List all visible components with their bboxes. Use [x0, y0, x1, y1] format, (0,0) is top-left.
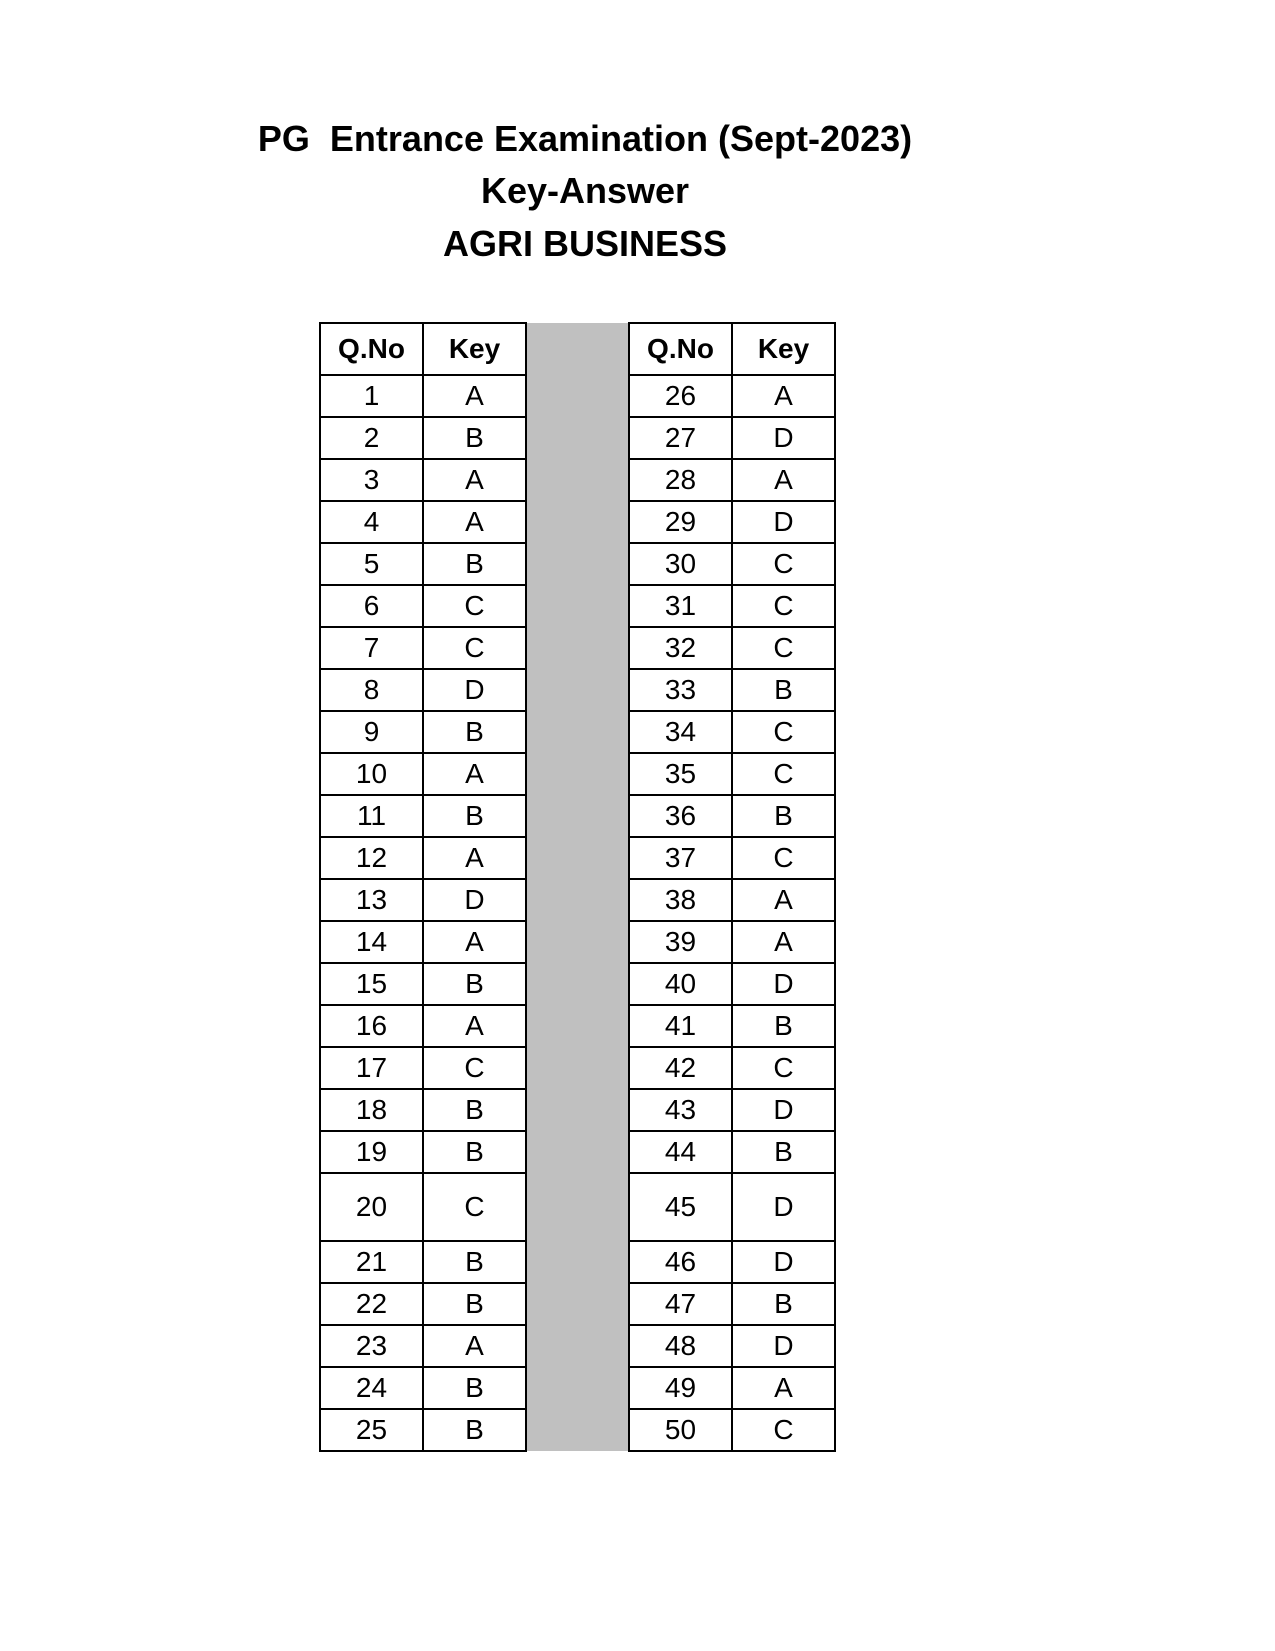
answer-key-cell: C: [732, 1409, 835, 1451]
gap-cell: [526, 459, 629, 501]
table-row: [320, 627, 835, 669]
gap-column: [526, 323, 629, 375]
answer-key-cell: B: [423, 963, 526, 1005]
answer-key-cell: C: [732, 627, 835, 669]
answer-key-cell: B: [732, 1283, 835, 1325]
gap-cell: [526, 627, 629, 669]
subject-title: AGRI BUSINESS: [442, 223, 728, 264]
table-row: [320, 1283, 835, 1325]
question-number-cell: 30: [629, 543, 732, 585]
question-number-cell: 45: [629, 1173, 732, 1241]
answer-key-cell: B: [732, 1005, 835, 1047]
answer-key-cell: A: [732, 459, 835, 501]
question-number-cell: 6: [320, 585, 423, 627]
answer-key-cell: A: [732, 1367, 835, 1409]
answer-key-cell: C: [732, 711, 835, 753]
question-number-cell: 34: [629, 711, 732, 753]
answer-key-cell: B: [423, 417, 526, 459]
table-row: [320, 1131, 835, 1173]
gap-cell: [526, 1005, 629, 1047]
table-row: [320, 1089, 835, 1131]
table-row: [320, 1173, 835, 1241]
answer-key-cell: B: [423, 1409, 526, 1451]
question-number-cell: 8: [320, 669, 423, 711]
answer-key-cell: A: [423, 459, 526, 501]
answer-key-cell: A: [423, 1325, 526, 1367]
question-number-cell: 21: [320, 1241, 423, 1283]
answer-key-cell: C: [732, 753, 835, 795]
question-number-cell: 3: [320, 459, 423, 501]
question-number-cell: 17: [320, 1047, 423, 1089]
gap-cell: [526, 921, 629, 963]
gap-cell: [526, 1241, 629, 1283]
question-number-cell: 40: [629, 963, 732, 1005]
answer-key-cell: D: [732, 1089, 835, 1131]
answer-key-cell: B: [423, 543, 526, 585]
answer-key-cell: C: [423, 627, 526, 669]
answer-key-cell: A: [423, 753, 526, 795]
answer-key-cell: D: [732, 417, 835, 459]
question-number-cell: 4: [320, 501, 423, 543]
question-number-cell: 44: [629, 1131, 732, 1173]
question-number-cell: 43: [629, 1089, 732, 1131]
question-number-cell: 38: [629, 879, 732, 921]
question-number-cell: 20: [320, 1173, 423, 1241]
table-row: [320, 795, 835, 837]
question-number-cell: 48: [629, 1325, 732, 1367]
table-row: [320, 375, 835, 417]
gap-cell: [526, 1089, 629, 1131]
answer-key-cell: D: [732, 963, 835, 1005]
column-header-key-right: Key: [732, 323, 835, 375]
question-number-cell: 15: [320, 963, 423, 1005]
table-row: [320, 1409, 835, 1451]
question-number-cell: 35: [629, 753, 732, 795]
answer-key-cell: B: [423, 795, 526, 837]
question-number-cell: 18: [320, 1089, 423, 1131]
gap-cell: [526, 1173, 629, 1241]
answer-key-cell: D: [732, 501, 835, 543]
question-number-cell: 37: [629, 837, 732, 879]
question-number-cell: 7: [320, 627, 423, 669]
table-row: [320, 1047, 835, 1089]
question-number-cell: 14: [320, 921, 423, 963]
question-number-cell: 27: [629, 417, 732, 459]
table-row: [320, 1005, 835, 1047]
table-row: [320, 879, 835, 921]
answer-key-cell: A: [423, 921, 526, 963]
answer-key-cell: A: [732, 879, 835, 921]
question-number-cell: 9: [320, 711, 423, 753]
question-number-cell: 22: [320, 1283, 423, 1325]
question-number-cell: 29: [629, 501, 732, 543]
answer-key-cell: A: [732, 921, 835, 963]
answer-key-cell: D: [423, 879, 526, 921]
gap-cell: [526, 1325, 629, 1367]
question-number-cell: 41: [629, 1005, 732, 1047]
answer-key-cell: A: [732, 375, 835, 417]
question-number-cell: 11: [320, 795, 423, 837]
table-row: [320, 585, 835, 627]
table-row: [320, 921, 835, 963]
answer-key-cell: C: [423, 585, 526, 627]
gap-cell: [526, 963, 629, 1005]
answer-key-cell: B: [423, 1131, 526, 1173]
answer-key-cell: D: [732, 1325, 835, 1367]
table-row: [320, 543, 835, 585]
question-number-cell: 36: [629, 795, 732, 837]
gap-cell: [526, 543, 629, 585]
column-header-qno-right: Q.No: [629, 323, 732, 375]
table-row: [320, 1241, 835, 1283]
answer-key-cell: A: [423, 837, 526, 879]
answer-key-cell: C: [423, 1047, 526, 1089]
gap-cell: [526, 1047, 629, 1089]
table-row: [320, 753, 835, 795]
question-number-cell: 33: [629, 669, 732, 711]
table-row: [320, 459, 835, 501]
answer-key-cell: B: [423, 1241, 526, 1283]
question-number-cell: 25: [320, 1409, 423, 1451]
question-number-cell: 46: [629, 1241, 732, 1283]
question-number-cell: 47: [629, 1283, 732, 1325]
question-number-cell: 1: [320, 375, 423, 417]
table-row: [320, 417, 835, 459]
question-number-cell: 23: [320, 1325, 423, 1367]
column-header-key-left: Key: [423, 323, 526, 375]
gap-cell: [526, 837, 629, 879]
question-number-cell: 19: [320, 1131, 423, 1173]
answer-key-cell: D: [732, 1173, 835, 1241]
question-number-cell: 32: [629, 627, 732, 669]
gap-cell: [526, 1367, 629, 1409]
question-number-cell: 31: [629, 585, 732, 627]
page-subtitle: Key-Answer: [480, 170, 690, 211]
answer-key-cell: C: [732, 585, 835, 627]
question-number-cell: 16: [320, 1005, 423, 1047]
question-number-cell: 50: [629, 1409, 732, 1451]
table-row: [320, 963, 835, 1005]
question-number-cell: 2: [320, 417, 423, 459]
answer-key-cell: B: [423, 1367, 526, 1409]
gap-cell: [526, 585, 629, 627]
answer-key-cell: D: [732, 1241, 835, 1283]
table-row: [320, 1367, 835, 1409]
answer-key-cell: A: [423, 375, 526, 417]
table-row: [320, 1325, 835, 1367]
gap-cell: [526, 711, 629, 753]
answer-key-cell: C: [732, 543, 835, 585]
question-number-cell: 26: [629, 375, 732, 417]
answer-key-cell: A: [423, 501, 526, 543]
gap-cell: [526, 1283, 629, 1325]
table-row: [320, 501, 835, 543]
table-header-row: [320, 323, 835, 375]
answer-key-cell: B: [732, 669, 835, 711]
answer-key-cell: B: [732, 1131, 835, 1173]
table-row: [320, 669, 835, 711]
answer-key-cell: A: [423, 1005, 526, 1047]
gap-cell: [526, 417, 629, 459]
question-number-cell: 13: [320, 879, 423, 921]
answer-key-table: [319, 322, 836, 1452]
answer-key-cell: B: [423, 1283, 526, 1325]
question-number-cell: 28: [629, 459, 732, 501]
gap-cell: [526, 375, 629, 417]
gap-cell: [526, 1131, 629, 1173]
answer-key-cell: C: [732, 1047, 835, 1089]
answer-key-cell: B: [423, 711, 526, 753]
answer-key-cell: C: [423, 1173, 526, 1241]
question-number-cell: 42: [629, 1047, 732, 1089]
question-number-cell: 24: [320, 1367, 423, 1409]
table-row: [320, 711, 835, 753]
answer-key-cell: B: [732, 795, 835, 837]
gap-cell: [526, 501, 629, 543]
question-number-cell: 10: [320, 753, 423, 795]
gap-cell: [526, 879, 629, 921]
question-number-cell: 5: [320, 543, 423, 585]
page-title: PG Entrance Examination (Sept-2023): [257, 118, 913, 159]
answer-key-cell: C: [732, 837, 835, 879]
gap-cell: [526, 1409, 629, 1451]
column-header-qno-left: Q.No: [320, 323, 423, 375]
question-number-cell: 12: [320, 837, 423, 879]
question-number-cell: 49: [629, 1367, 732, 1409]
gap-cell: [526, 795, 629, 837]
answer-key-cell: B: [423, 1089, 526, 1131]
gap-cell: [526, 753, 629, 795]
table-row: [320, 837, 835, 879]
question-number-cell: 39: [629, 921, 732, 963]
answer-key-cell: D: [423, 669, 526, 711]
gap-cell: [526, 669, 629, 711]
